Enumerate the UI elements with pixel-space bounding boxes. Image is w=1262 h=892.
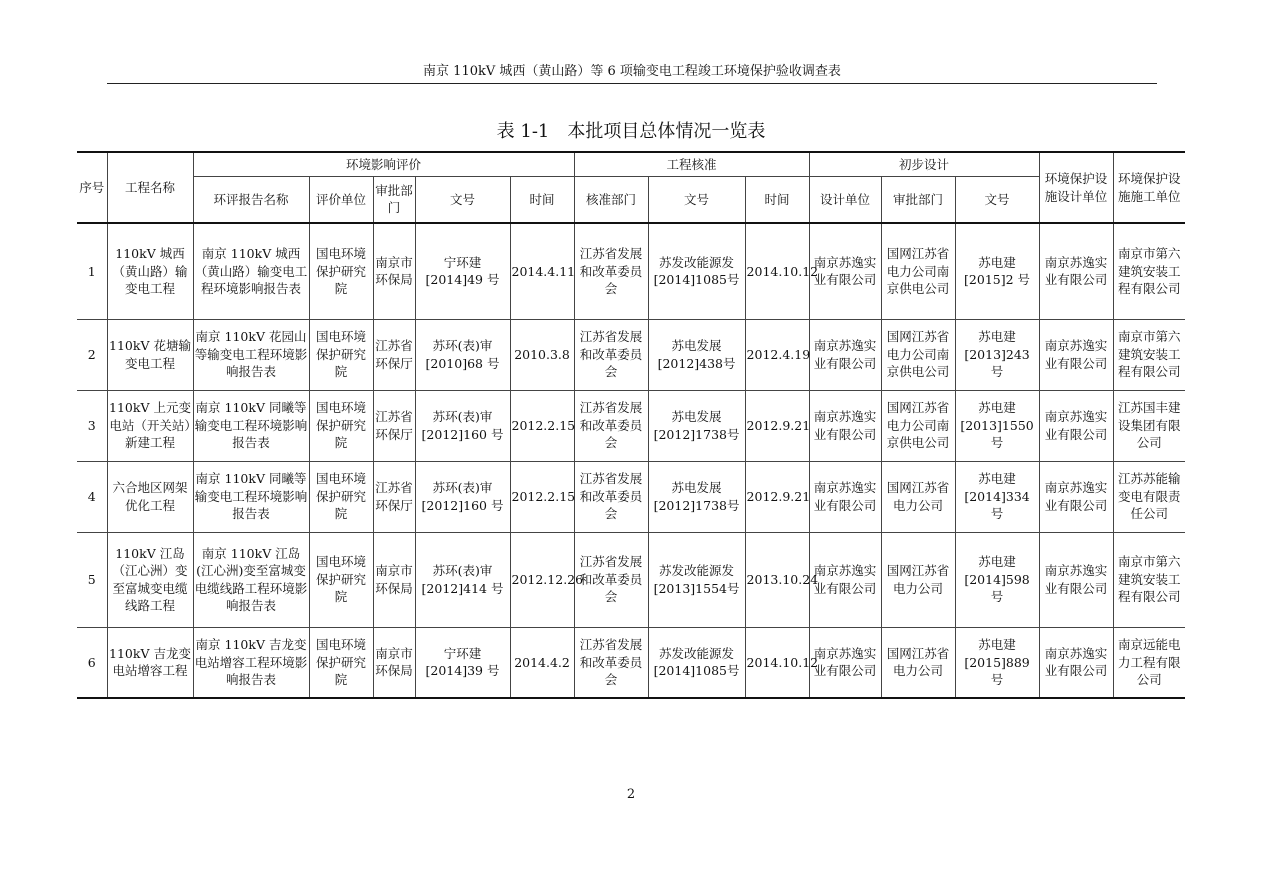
cell-eia-unit: 国电环境保护研究院 [309,627,373,698]
project-overview-table [77,151,1185,699]
header-approval-dept: 核准部门 [574,176,648,223]
table-row [77,627,1185,698]
cell-project-name: 六合地区网架优化工程 [107,461,193,532]
cell-project-name: 110kV 城西（黄山路）输变电工程 [107,223,193,319]
header-group-approval: 工程核准 [574,152,809,176]
table-row [77,319,1185,390]
cell-approval-dept: 江苏省发展和改革委员会 [574,532,648,627]
cell-eia-report: 南京 110kV 吉龙变电站增容工程环境影响报告表 [193,627,309,698]
cell-approval-doc: 苏发改能源发[2014]1085号 [648,223,745,319]
cell-eia-report: 南京 110kV 城西（黄山路）输变电工程环境影响报告表 [193,223,309,319]
header-group-eia: 环境影响评价 [193,152,574,176]
cell-approval-time: 2014.10.12 [745,627,809,698]
cell-eia-unit: 国电环境保护研究院 [309,532,373,627]
header-design-unit: 设计单位 [809,176,881,223]
cell-eia-report: 南京 110kV 江岛(江心洲)变至富城变电缆线路工程环境影响报告表 [193,532,309,627]
cell-approval-doc: 苏电发展[2012]1738号 [648,390,745,461]
cell-design-dept: 国网江苏省电力公司 [881,461,955,532]
cell-eia-unit: 国电环境保护研究院 [309,461,373,532]
cell-eia-doc: 宁环建[2014]39 号 [415,627,510,698]
cell-env-construct-unit: 江苏国丰建设集团有限公司 [1113,390,1185,461]
table-row [77,461,1185,532]
cell-approval-time: 2014.10.12 [745,223,809,319]
page-number: 2 [626,787,636,802]
cell-eia-dept: 江苏省环保厅 [373,319,415,390]
cell-env-construct-unit: 南京市第六建筑安装工程有限公司 [1113,532,1185,627]
cell-design-doc: 苏电建[2014]598 号 [955,532,1039,627]
cell-env-construct-unit: 江苏苏能输变电有限责任公司 [1113,461,1185,532]
cell-eia-time: 2012.2.15 [510,390,574,461]
cell-eia-doc: 苏环(表)审[2012]160 号 [415,461,510,532]
cell-eia-time: 2012.2.15 [510,461,574,532]
cell-approval-time: 2012.9.21 [745,461,809,532]
cell-design-unit: 南京苏逸实业有限公司 [809,390,881,461]
cell-eia-time: 2014.4.11 [510,223,574,319]
cell-design-unit: 南京苏逸实业有限公司 [809,627,881,698]
header-design-doc: 文号 [955,176,1039,223]
cell-approval-doc: 苏电发展[2012]438号 [648,319,745,390]
cell-seq: 6 [77,627,107,698]
cell-design-doc: 苏电建[2013]243 号 [955,319,1039,390]
cell-env-design-unit: 南京苏逸实业有限公司 [1039,627,1113,698]
cell-eia-dept: 江苏省环保厅 [373,390,415,461]
cell-eia-unit: 国电环境保护研究院 [309,319,373,390]
cell-eia-dept: 南京市环保局 [373,223,415,319]
table-row [77,390,1185,461]
cell-design-doc: 苏电建[2014]334 号 [955,461,1039,532]
cell-seq: 3 [77,390,107,461]
cell-design-unit: 南京苏逸实业有限公司 [809,461,881,532]
cell-eia-report: 南京 110kV 花园山等输变电工程环境影响报告表 [193,319,309,390]
cell-env-construct-unit: 南京远能电力工程有限公司 [1113,627,1185,698]
table-row [77,532,1185,627]
cell-design-dept: 国网江苏省电力公司 [881,532,955,627]
cell-eia-doc: 苏环(表)审[2012]160 号 [415,390,510,461]
header-eia-dept: 审批部门 [373,176,415,223]
cell-eia-doc: 苏环(表)审[2010]68 号 [415,319,510,390]
cell-eia-doc: 宁环建[2014]49 号 [415,223,510,319]
header-eia-report: 环评报告名称 [193,176,309,223]
cell-project-name: 110kV 花塘输变电工程 [107,319,193,390]
table-caption-label: 表 1-1 [496,121,550,142]
cell-eia-report: 南京 110kV 同曦等输变电工程环境影响报告表 [193,461,309,532]
cell-approval-time: 2013.10.24 [745,532,809,627]
header-eia-time: 时间 [510,176,574,223]
table-row [77,223,1185,319]
cell-design-dept: 国网江苏省电力公司南京供电公司 [881,390,955,461]
cell-design-unit: 南京苏逸实业有限公司 [809,223,881,319]
cell-seq: 4 [77,461,107,532]
header-eia-unit: 评价单位 [309,176,373,223]
cell-eia-dept: 南京市环保局 [373,532,415,627]
header-env-construct-unit: 环境保护设施施工单位 [1113,152,1185,223]
header-design-dept: 审批部门 [881,176,955,223]
cell-env-construct-unit: 南京市第六建筑安装工程有限公司 [1113,319,1185,390]
header-approval-time: 时间 [745,176,809,223]
header-eia-doc: 文号 [415,176,510,223]
header-env-design-unit: 环境保护设施设计单位 [1039,152,1113,223]
cell-project-name: 110kV 上元变电站（开关站）新建工程 [107,390,193,461]
cell-eia-unit: 国电环境保护研究院 [309,390,373,461]
cell-approval-dept: 江苏省发展和改革委员会 [574,390,648,461]
header-approval-doc: 文号 [648,176,745,223]
cell-eia-time: 2010.3.8 [510,319,574,390]
cell-approval-doc: 苏发改能源发[2013]1554号 [648,532,745,627]
cell-seq: 5 [77,532,107,627]
cell-env-design-unit: 南京苏逸实业有限公司 [1039,223,1113,319]
cell-design-unit: 南京苏逸实业有限公司 [809,319,881,390]
cell-env-design-unit: 南京苏逸实业有限公司 [1039,532,1113,627]
cell-approval-doc: 苏发改能源发[2014]1085号 [648,627,745,698]
cell-eia-report: 南京 110kV 同曦等输变电工程环境影响报告表 [193,390,309,461]
cell-seq: 1 [77,223,107,319]
cell-eia-doc: 苏环(表)审[2012]414 号 [415,532,510,627]
header-group-design: 初步设计 [809,152,1039,176]
cell-eia-dept: 江苏省环保厅 [373,461,415,532]
cell-env-design-unit: 南京苏逸实业有限公司 [1039,390,1113,461]
cell-approval-time: 2012.4.19 [745,319,809,390]
cell-approval-doc: 苏电发展[2012]1738号 [648,461,745,532]
cell-env-design-unit: 南京苏逸实业有限公司 [1039,461,1113,532]
cell-design-dept: 国网江苏省电力公司南京供电公司 [881,223,955,319]
cell-eia-unit: 国电环境保护研究院 [309,223,373,319]
cell-seq: 2 [77,319,107,390]
cell-env-design-unit: 南京苏逸实业有限公司 [1039,319,1113,390]
cell-design-dept: 国网江苏省电力公司 [881,627,955,698]
cell-project-name: 110kV 吉龙变电站增容工程 [107,627,193,698]
cell-env-construct-unit: 南京市第六建筑安装工程有限公司 [1113,223,1185,319]
document-running-header: 南京 110kV 城西（黄山路）等 6 项输变电工程竣工环境保护验收调查表 [107,62,1157,84]
cell-design-dept: 国网江苏省电力公司南京供电公司 [881,319,955,390]
header-project-name: 工程名称 [107,152,193,223]
cell-design-unit: 南京苏逸实业有限公司 [809,532,881,627]
cell-eia-time: 2014.4.2 [510,627,574,698]
cell-approval-dept: 江苏省发展和改革委员会 [574,319,648,390]
cell-approval-dept: 江苏省发展和改革委员会 [574,461,648,532]
cell-design-doc: 苏电建[2013]1550 号 [955,390,1039,461]
header-seq: 序号 [77,152,107,223]
cell-eia-dept: 南京市环保局 [373,627,415,698]
table-caption-title: 本批项目总体情况一览表 [567,121,766,142]
table-caption [0,120,1262,144]
cell-design-doc: 苏电建[2015]889 号 [955,627,1039,698]
cell-approval-time: 2012.9.21 [745,390,809,461]
cell-eia-time: 2012.12.26 [510,532,574,627]
cell-project-name: 110kV 江岛（江心洲）变至富城变电缆线路工程 [107,532,193,627]
cell-design-doc: 苏电建[2015]2 号 [955,223,1039,319]
cell-approval-dept: 江苏省发展和改革委员会 [574,627,648,698]
cell-approval-dept: 江苏省发展和改革委员会 [574,223,648,319]
